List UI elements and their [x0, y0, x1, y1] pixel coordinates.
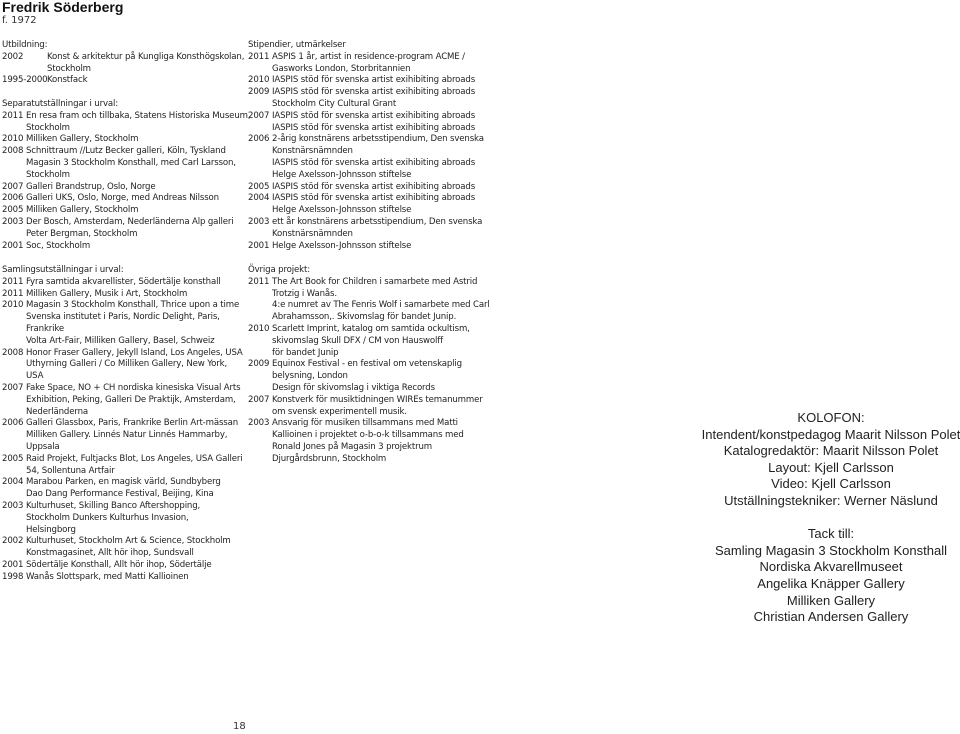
cv-entry [248, 75, 488, 87]
kolofon-block [700, 410, 960, 626]
entry-text [26, 572, 240, 584]
entry-year: 2007 [248, 394, 270, 405]
cv-entry [248, 324, 488, 359]
entry-line: om svensk experimentell musik. [272, 406, 407, 417]
cv-entry [248, 87, 488, 111]
artist-name: Fredrik Söderberg [2, 0, 124, 15]
entry-line: Galleri Glassbox, Paris, Frankrike Berlin Art-mässan [26, 418, 239, 429]
entry-line: Exhibition, Peking, Galleri De Praktijk, Amsterdam, [26, 394, 236, 405]
entry-line: Peter Bergman, Stockholm [26, 228, 138, 239]
entry-text [26, 383, 240, 418]
entry-year: 2005 [2, 205, 24, 216]
entry-line: Marabou Parken, en magisk värld, Sundbyberg [26, 477, 221, 488]
entry-line: 54, Sollentuna Artfair [26, 465, 115, 476]
entry-line: Milliken Gallery. Linnés Natur Linnés Hammarby, [26, 430, 228, 441]
entry-line: Galleri UKS, Oslo, Norge, med Andreas Nilsson [26, 193, 219, 204]
entry-line: Soc, Stockholm [26, 240, 91, 251]
cv-entry [248, 182, 488, 194]
entry-line: Equinox Festival - en festival om vetenskaplig [272, 359, 462, 370]
entry-line: Konst & arkitektur på Kungliga Konsthögskolan, [47, 51, 245, 62]
entry-text [26, 241, 240, 253]
entry-line: Konstmagasinet, Allt hör ihop, Sundsvall [26, 548, 194, 559]
cv-entry [248, 359, 488, 394]
entry-text [26, 289, 240, 301]
entry-year: 2011 [248, 51, 270, 62]
entry-year: 1995-2000 [2, 75, 48, 86]
entry-line: Svenska institutet i Paris, Nordic Delight, Paris, [26, 312, 220, 323]
entry-text [26, 134, 240, 146]
entry-line: Scarlett Imprint, katalog om samtida ockultism, [272, 323, 470, 334]
kolofon-line: Angelika Knäpper Gallery [757, 575, 905, 591]
entry-year: 2008 [2, 146, 24, 157]
cv-entry [2, 51, 245, 76]
entry-year: 2005 [248, 181, 270, 192]
cv-entry [2, 75, 240, 87]
entry-line: Schnittraum //Lutz Becker galleri, Köln, Tyskland [26, 146, 226, 157]
kolofon-line: Christian Andersen Gallery [753, 609, 909, 625]
entry-line: Stockholm Dunkers Kulturhus Invasion, [26, 512, 189, 523]
entry-line: IASPIS stöd för svenska artist exihibiting abroads [272, 181, 476, 192]
entry-line: Stockholm [26, 169, 70, 180]
entry-text [272, 75, 488, 87]
kolofon-credits [700, 410, 960, 510]
kolofon-line: Nordiska Akvarellmuseet [759, 559, 903, 575]
entry-year: 2007 [2, 181, 24, 192]
kolofon-line: Milliken Gallery [786, 592, 876, 608]
section-heading: Stipendier, utmärkelser [248, 40, 346, 50]
entry-text [272, 111, 488, 135]
entry-text [272, 87, 488, 111]
entry-text [26, 217, 240, 241]
entry-line: Helge Axelsson-Johnsson stiftelse [272, 169, 412, 180]
entry-year: 2010 [248, 75, 270, 86]
entry-text [26, 477, 240, 501]
cv-entry [2, 146, 240, 181]
kolofon-line: Samling Magasin 3 Stockholm Konsthall [715, 542, 947, 558]
entry-text [47, 52, 244, 76]
kolofon-line: Intendent/konstpedagog Maarit Nilsson Polet [701, 426, 960, 442]
entry-line: belysning, London [272, 371, 348, 382]
entry-line: Galleri Brandstrup, Oslo, Norge [26, 181, 156, 192]
entry-line: Ronald Jones på Magasin 3 projektrum [272, 441, 432, 452]
entry-line: Stockholm [47, 63, 91, 74]
section-heading: Samlingsutställningar i urval: [2, 265, 124, 275]
entry-year: 2006 [2, 418, 24, 429]
entry-text [272, 193, 488, 217]
entry-text [26, 348, 243, 383]
cv-entry [2, 383, 240, 418]
entry-year: 2001 [248, 240, 270, 251]
entry-line: IASPIS stöd för svenska artist exihibiting abroads [272, 87, 476, 98]
cv-entry [248, 217, 488, 241]
entry-line: Konstnärsnämnden [272, 228, 353, 239]
kolofon-line: Katalogredaktör: Maarit Nilsson Polet [723, 443, 939, 459]
section-ovriga-projekt [248, 265, 488, 466]
entry-line: Gasworks London, Storbritannien [272, 63, 411, 74]
entry-line: Ansvarig för musiken tillsammans med Matti [272, 418, 458, 429]
entry-year: 2007 [248, 110, 270, 121]
entry-year: 2011 [2, 288, 24, 299]
cv-entry [248, 134, 488, 181]
kolofon-line: Video: Kjell Carlsson [771, 476, 891, 492]
entry-text [272, 241, 488, 253]
entry-line: Helge Axelsson-Johnsson stiftelse [272, 205, 412, 216]
entry-line: Der Bosch, Amsterdam, Nederländerna Alp galleri [26, 216, 234, 227]
kolofon-line: Utställningstekniker: Werner Näslund [724, 492, 938, 508]
entry-text [272, 277, 490, 324]
entry-text [272, 134, 488, 181]
entry-text [26, 454, 242, 478]
entry-line: En resa fram och tillbaka, Statens Historiska Museum, [26, 110, 251, 121]
entry-line: Frankrike [26, 323, 65, 334]
cv-entry [2, 560, 240, 572]
entry-line: 2-årig konstnärens arbetsstipendium, Den svenska [272, 134, 484, 145]
cv-entry [2, 501, 240, 536]
cv-entry [248, 241, 488, 253]
entry-text [272, 418, 488, 465]
entry-line: USA [26, 371, 44, 382]
entry-line: Magasin 3 Stockholm Konsthall, med Carl Larsson, [26, 157, 236, 168]
entry-line: Kulturhuset, Skilling Banco Aftershopping, [26, 500, 201, 511]
page-number: 18 [233, 721, 246, 732]
entry-year: 2010 [2, 300, 24, 311]
entry-line: IASPIS stöd för svenska artist exihibiting abroads [272, 75, 476, 86]
cv-entry [248, 277, 488, 324]
artist-born: f. 1972 [2, 15, 37, 26]
cv-entry [248, 111, 488, 135]
entry-line: Djurgårdsbrunn, Stockholm [272, 453, 387, 464]
cv-entry [2, 453, 243, 478]
entry-line: Trotzig i Wanås. [272, 288, 337, 299]
cv-entry [248, 193, 488, 217]
entry-line: Konstfack [47, 75, 88, 86]
entry-text [272, 52, 488, 76]
entry-line: Magasin 3 Stockholm Konsthall, Thrice upon a time [26, 300, 240, 311]
entry-line: Honor Fraser Gallery, Jekyll Island, Los Angeles, USA [26, 347, 243, 358]
entry-year: 2009 [248, 359, 270, 370]
entry-line: IASPIS stöd för svenska artist exihibiting abroads [272, 157, 476, 168]
entry-line: 4:e numret av The Fenris Wolf i samarbete med Carl [272, 300, 490, 311]
entry-line: Konstverk för musiktidningen WIREs temanummer [272, 394, 483, 405]
section-utbildning [2, 40, 245, 87]
entry-text [272, 182, 488, 194]
entry-line: IASPIS stöd för svenska artist exihibiting abroads [272, 193, 476, 204]
section-heading: Separatutställningar i urval: [2, 99, 118, 109]
section-separatutstallningar [2, 99, 251, 252]
entry-line: Raid Projekt, Fultjacks Blot, Los Angeles, USA Galleri [26, 453, 243, 464]
entry-line: Kallioinen i projektet o-b-o-k tillsammans med [272, 430, 464, 441]
entry-text [272, 324, 488, 359]
entry-text [26, 205, 240, 217]
entry-text [26, 418, 240, 453]
cv-entry [2, 182, 240, 194]
entry-year: 2003 [2, 216, 24, 227]
cv-entry [2, 217, 240, 241]
entry-year: 2010 [2, 134, 24, 145]
entry-text [272, 359, 488, 394]
entry-year: 2005 [2, 453, 24, 464]
entry-year: 2003 [2, 500, 24, 511]
entry-line: IASPIS stöd för svenska artist exihibiting abroads [272, 110, 476, 121]
entry-line: Konstnärsnämnden [272, 146, 353, 157]
entry-line: ASPIS 1 år, artist in residence-program ACME / [272, 51, 465, 62]
entry-year: 2011 [248, 276, 270, 287]
entry-text [26, 146, 240, 181]
entry-year: 2009 [248, 87, 270, 98]
entry-year: 2004 [248, 193, 270, 204]
entry-year: 2004 [2, 477, 24, 488]
entry-text [272, 217, 488, 241]
entry-line: Stockholm [26, 122, 70, 133]
kolofon-line: Layout: Kjell Carlsson [768, 459, 894, 475]
entry-year: 2003 [248, 418, 270, 429]
cv-entry [2, 241, 240, 253]
entry-line: för bandet Junip [272, 347, 339, 358]
entry-line: Fyra samtida akvarellister, Södertälje konsthall [26, 276, 221, 287]
entry-year: 2002 [2, 536, 24, 547]
cv-entry [2, 110, 251, 135]
cv-entry [2, 277, 240, 289]
entry-text [26, 560, 240, 572]
artist-header [2, 0, 123, 27]
entry-year: 2010 [248, 323, 270, 334]
entry-text [26, 277, 240, 289]
entry-line: Helge Axelsson-Johnsson stiftelse [272, 240, 412, 251]
entry-text [26, 111, 250, 135]
cv-entry [248, 395, 488, 419]
entry-line: Helsingborg [26, 524, 76, 535]
cv-entry [2, 477, 240, 501]
entry-text [26, 182, 240, 194]
entry-year: 2008 [2, 347, 24, 358]
entry-text [26, 501, 240, 536]
entry-year: 2006 [2, 193, 24, 204]
entry-line: ett år konstnärens arbetsstipendium, Den svenska [272, 216, 483, 227]
kolofon-thanks [700, 526, 960, 626]
cv-entry [2, 418, 240, 453]
entry-year: 2011 [2, 110, 24, 121]
entry-year: 2002 [2, 51, 24, 62]
cv-entry [2, 300, 240, 347]
entry-line: Stockholm City Cultural Grant [272, 98, 397, 109]
section-samlingsutstallningar [2, 265, 243, 584]
entry-year: 2011 [2, 276, 24, 287]
entry-line: Dao Dang Performance Festival, Beijing, Kina [26, 489, 214, 500]
entry-text [272, 395, 488, 419]
section-stipendier [248, 40, 488, 252]
entry-line: Abrahamsson,. Skivomslag för bandet Junip. [272, 312, 457, 323]
entry-year: 2001 [2, 559, 24, 570]
entry-year: 2001 [2, 240, 24, 251]
cv-entry [248, 52, 488, 76]
entry-line: skivomslag Skull DFX / CM von Hauswolff [272, 335, 443, 346]
entry-year: 2006 [248, 134, 270, 145]
entry-text [47, 75, 240, 87]
entry-line: Kulturhuset, Stockholm Art & Science, Stockholm [26, 536, 231, 547]
kolofon-line: KOLOFON: [797, 410, 865, 425]
entry-line: Volta Art-Fair, Milliken Gallery, Basel, Schweiz [26, 335, 215, 346]
entry-year: 1998 [2, 571, 24, 582]
entry-text [26, 536, 240, 560]
entry-line: Södertälje Konsthall, Allt hör ihop, Södertälje [26, 559, 212, 570]
entry-line: Wanås Slottspark, med Matti Kallioinen [26, 571, 189, 582]
entry-line: Milliken Gallery, Musik i Art, Stockholm [26, 288, 188, 299]
cv-entry [2, 134, 240, 146]
entry-line: The Art Book for Children i samarbete med Astrid [272, 276, 478, 287]
section-heading: Utbildning: [2, 40, 48, 50]
cv-entry [2, 347, 243, 383]
cv-entry [2, 289, 240, 301]
kolofon-line: Tack till: [807, 526, 855, 542]
section-heading: Övriga projekt: [248, 265, 310, 275]
entry-line: Fake Space, NO + CH nordiska kinesiska Visual Arts [26, 382, 241, 393]
entry-text [26, 193, 240, 205]
entry-line: Uppsala [26, 441, 60, 452]
entry-line: Nederländerna [26, 406, 88, 417]
cv-entry [2, 572, 240, 584]
cv-entry [2, 193, 240, 205]
cv-entry [2, 205, 240, 217]
entry-year: 2007 [2, 382, 24, 393]
entry-line: IASPIS stöd för svenska artist exihibiting abroads [272, 122, 476, 133]
entry-line: Milliken Gallery, Stockholm [26, 134, 139, 145]
entry-line: Uthyrning Galleri / Co Milliken Gallery, New York, [26, 359, 228, 370]
entry-year: 2003 [248, 216, 270, 227]
cv-entry [2, 536, 240, 560]
entry-line: Design för skivomslag i viktiga Records [272, 382, 435, 393]
entry-line: Milliken Gallery, Stockholm [26, 205, 139, 216]
entry-text [26, 300, 240, 347]
cv-entry [248, 418, 488, 465]
